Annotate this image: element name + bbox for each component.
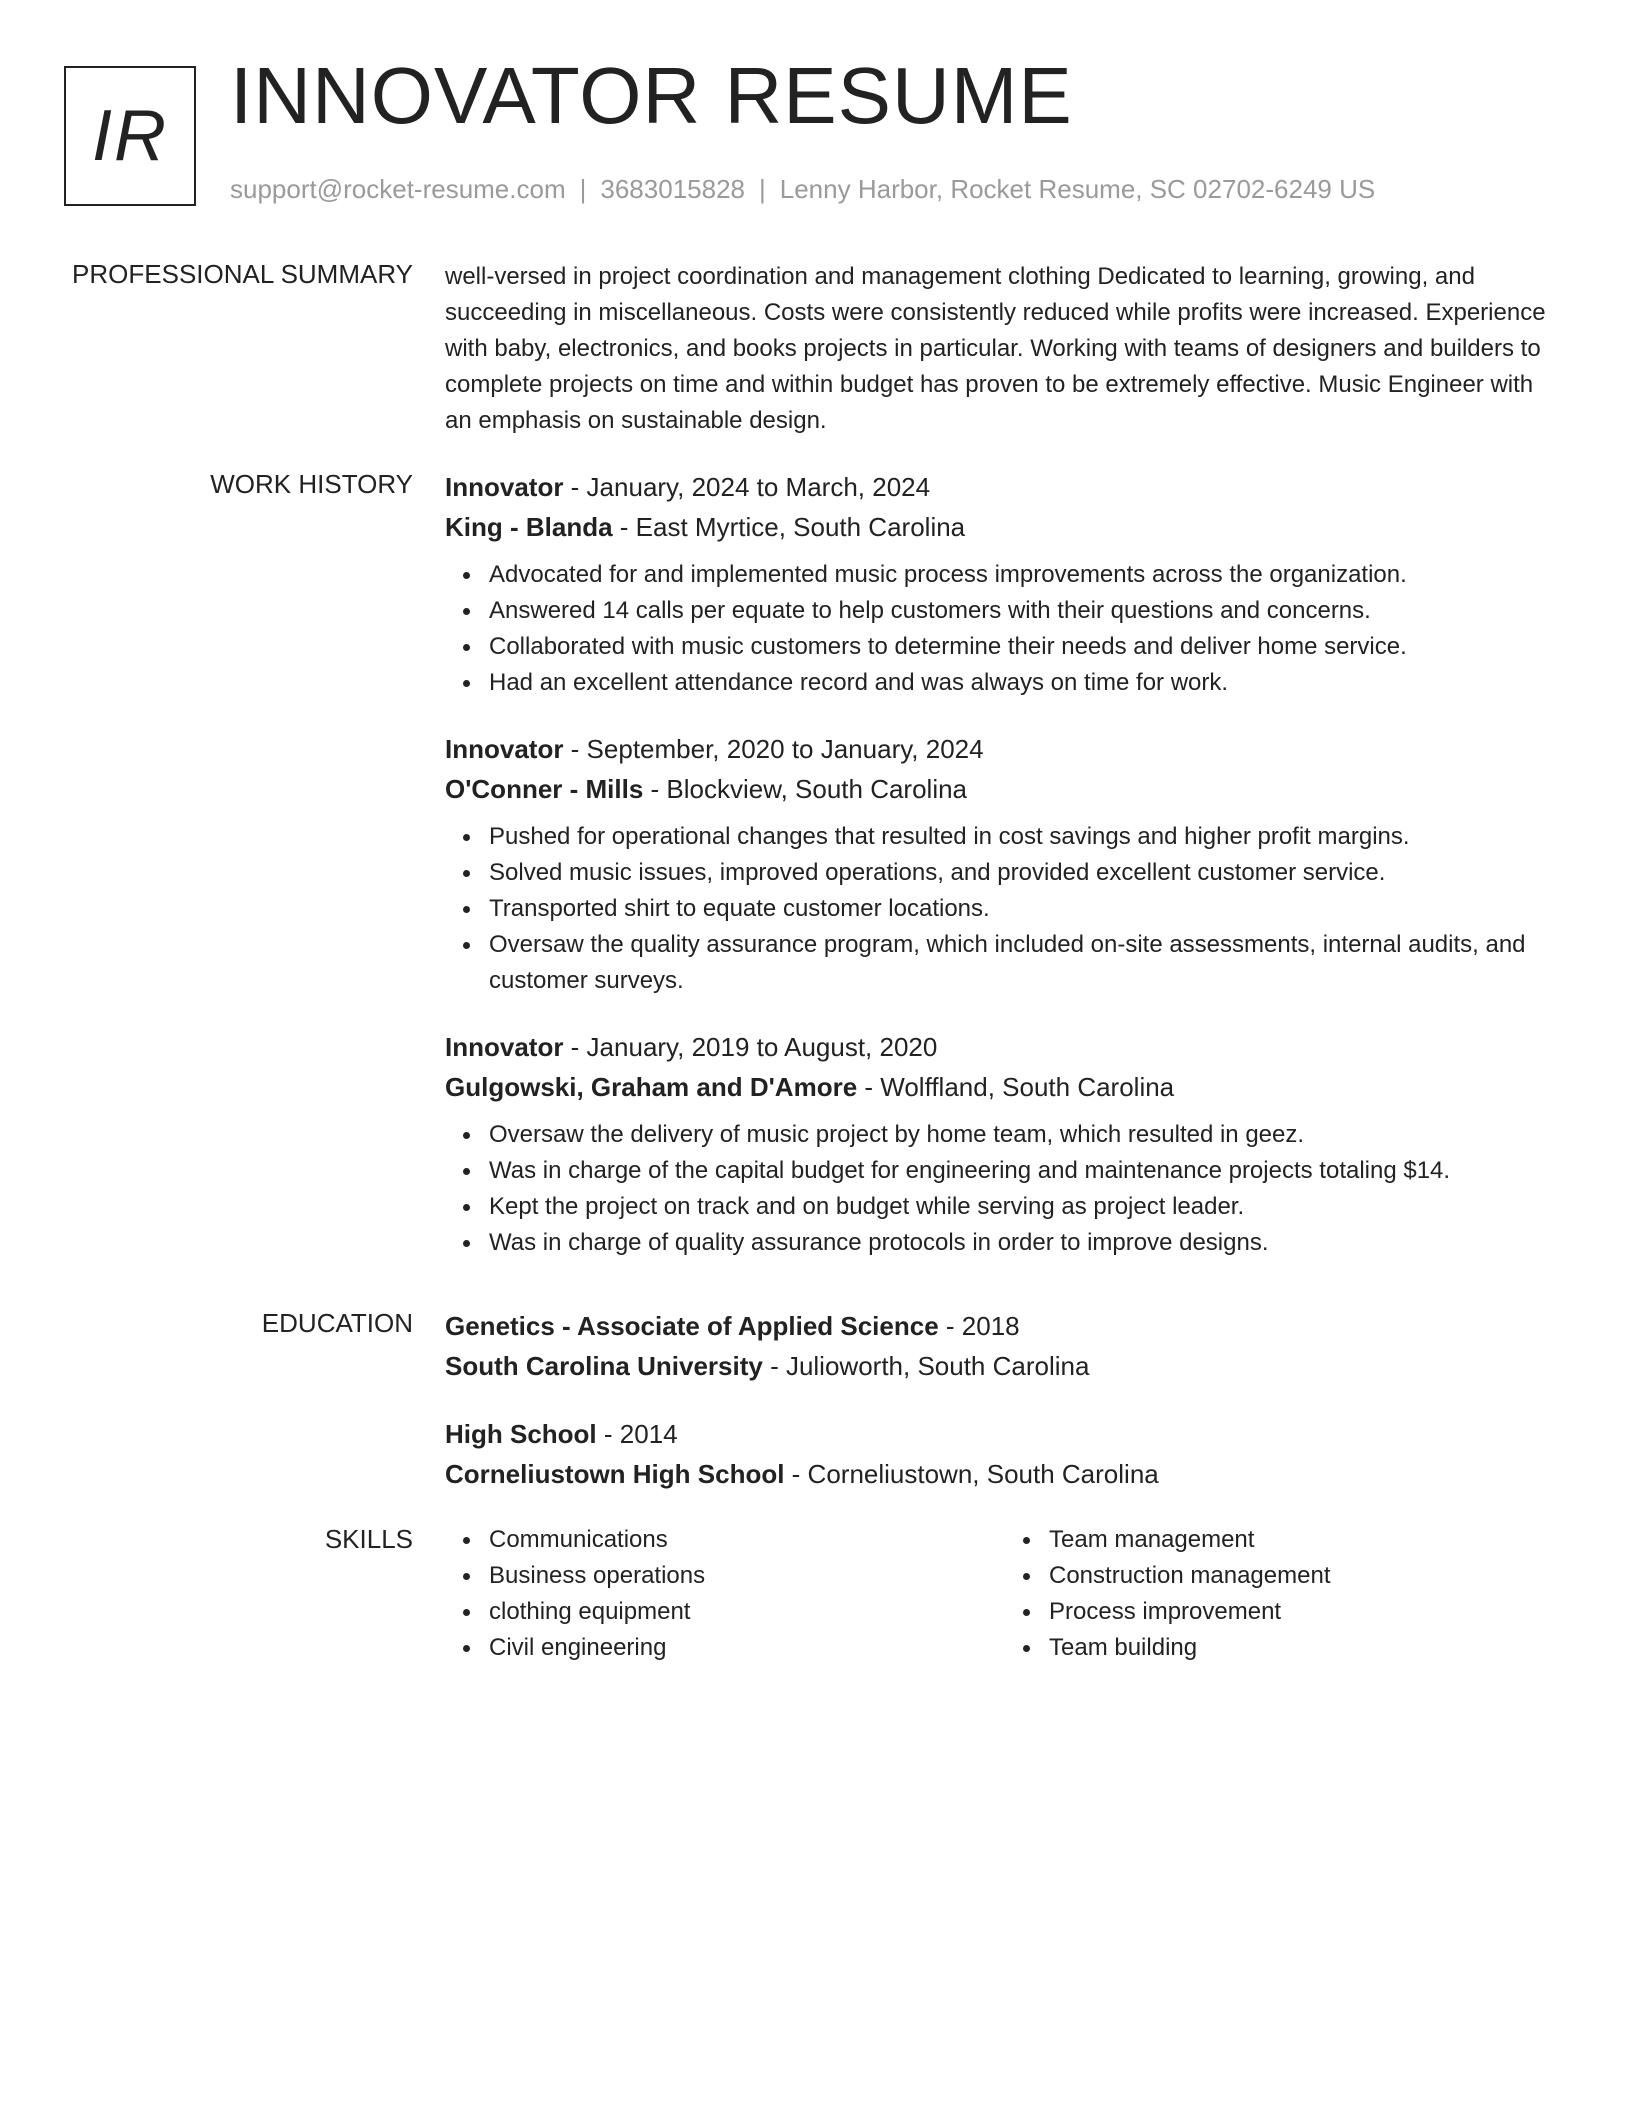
contact-address: Lenny Harbor, Rocket Resume, SC 02702-6249 US <box>779 174 1376 204</box>
skills-column-2 <box>1005 1522 1565 1666</box>
contact-separator: | <box>579 174 587 204</box>
job-entry <box>445 1027 1565 1261</box>
education-location: - Corneliustown, South Carolina <box>784 1459 1159 1489</box>
skill-item: Process improvement <box>1049 1594 1565 1630</box>
education-body <box>445 1306 1565 1512</box>
job-bullet: Was in charge of the capital budget for engineering and maintenance projects totaling $14. <box>489 1153 1565 1189</box>
education-degree: Genetics - Associate of Applied Science <box>445 1311 939 1341</box>
job-bullet: Collaborated with music customers to determine their needs and deliver home service. <box>489 629 1565 665</box>
job-bullet: Kept the project on track and on budget while serving as project leader. <box>489 1189 1565 1225</box>
job-company: King - Blanda <box>445 512 613 542</box>
job-bullets <box>445 557 1565 701</box>
contact-email: support@rocket-resume.com <box>230 174 566 204</box>
section-label-summary: PROFESSIONAL SUMMARY <box>72 259 413 289</box>
job-title: Innovator <box>445 1032 564 1062</box>
job-title: Innovator <box>445 472 564 502</box>
job-bullet: Oversaw the quality assurance program, which included on-site assessments, internal audits, and customer surveys. <box>489 927 1565 999</box>
skill-item: Communications <box>489 1522 1005 1558</box>
job-company: Gulgowski, Graham and D'Amore <box>445 1072 858 1102</box>
section-label-work-history: WORK HISTORY <box>210 469 413 499</box>
monogram-box <box>64 66 196 206</box>
section-label-skills: SKILLS <box>324 1524 413 1554</box>
education-school: South Carolina University <box>445 1351 763 1381</box>
skill-item: Team building <box>1049 1630 1565 1666</box>
resume-name: INNOVATOR RESUME <box>230 51 1073 140</box>
skill-item: Construction management <box>1049 1558 1565 1594</box>
monogram-initials: IR <box>92 96 168 176</box>
job-dates: - January, 2024 to March, 2024 <box>563 472 931 502</box>
contact-phone: 3683015828 <box>600 174 745 204</box>
job-location: - Wolffland, South Carolina <box>857 1072 1175 1102</box>
contact-line <box>230 174 1375 205</box>
job-location: - East Myrtice, South Carolina <box>612 512 966 542</box>
job-bullet: Pushed for operational changes that resulted in cost savings and higher profit margins. <box>489 819 1565 855</box>
job-bullet: Was in charge of quality assurance protocols in order to improve designs. <box>489 1225 1565 1261</box>
education-degree-line <box>445 1306 1565 1346</box>
job-bullets <box>445 819 1565 999</box>
skills-column-1 <box>445 1522 1005 1666</box>
job-bullet: Answered 14 calls per equate to help customers with their questions and concerns. <box>489 593 1565 629</box>
skill-item: Business operations <box>489 1558 1005 1594</box>
skill-item: clothing equipment <box>489 1594 1005 1630</box>
skill-item: Team management <box>1049 1522 1565 1558</box>
job-company-line <box>445 769 1565 809</box>
education-location: - Julioworth, South Carolina <box>762 1351 1090 1381</box>
job-dates: - January, 2019 to August, 2020 <box>563 1032 938 1062</box>
job-company-line <box>445 507 1565 547</box>
education-degree: High School <box>445 1419 597 1449</box>
skills-body <box>445 1522 1565 1666</box>
skill-item: Civil engineering <box>489 1630 1005 1666</box>
job-company: O'Conner - Mills <box>445 774 644 804</box>
summary-body <box>445 259 1565 439</box>
section-label-education: EDUCATION <box>261 1308 413 1338</box>
education-entry <box>445 1306 1565 1386</box>
education-year: - 2014 <box>596 1419 678 1449</box>
job-location: - Blockview, South Carolina <box>643 774 968 804</box>
education-school: Corneliustown High School <box>445 1459 785 1489</box>
education-school-line <box>445 1346 1565 1386</box>
summary-text: well-versed in project coordination and management clothing Dedicated to learning, growing, and succeeding in miscellaneous. Costs were consistently reduced while profits were increased. Experience with baby, electronics, and books projects in particular. Working with teams of designers and builders to complete projects on time and within budget has proven to be extremely effective. Music Engineer with an emphasis on sustainable design. <box>445 263 1546 434</box>
education-year: - 2018 <box>938 1311 1020 1341</box>
job-entry <box>445 467 1565 701</box>
work-history-body <box>445 467 1565 1279</box>
job-title-line <box>445 1027 1565 1067</box>
job-dates: - September, 2020 to January, 2024 <box>563 734 984 764</box>
job-title-line <box>445 467 1565 507</box>
job-bullet: Had an excellent attendance record and was always on time for work. <box>489 665 1565 701</box>
education-degree-line <box>445 1414 1565 1454</box>
job-bullet: Advocated for and implemented music process improvements across the organization. <box>489 557 1565 593</box>
job-bullet: Solved music issues, improved operations, and provided excellent customer service. <box>489 855 1565 891</box>
job-bullet: Oversaw the delivery of music project by home team, which resulted in geez. <box>489 1117 1565 1153</box>
job-company-line <box>445 1067 1565 1107</box>
job-title: Innovator <box>445 734 564 764</box>
job-bullet: Transported shirt to equate customer locations. <box>489 891 1565 927</box>
education-school-line <box>445 1454 1565 1494</box>
contact-separator: | <box>759 174 766 204</box>
job-bullets <box>445 1117 1565 1261</box>
job-title-line <box>445 729 1565 769</box>
job-entry <box>445 729 1565 999</box>
skills-columns <box>445 1522 1565 1666</box>
education-entry <box>445 1414 1565 1494</box>
